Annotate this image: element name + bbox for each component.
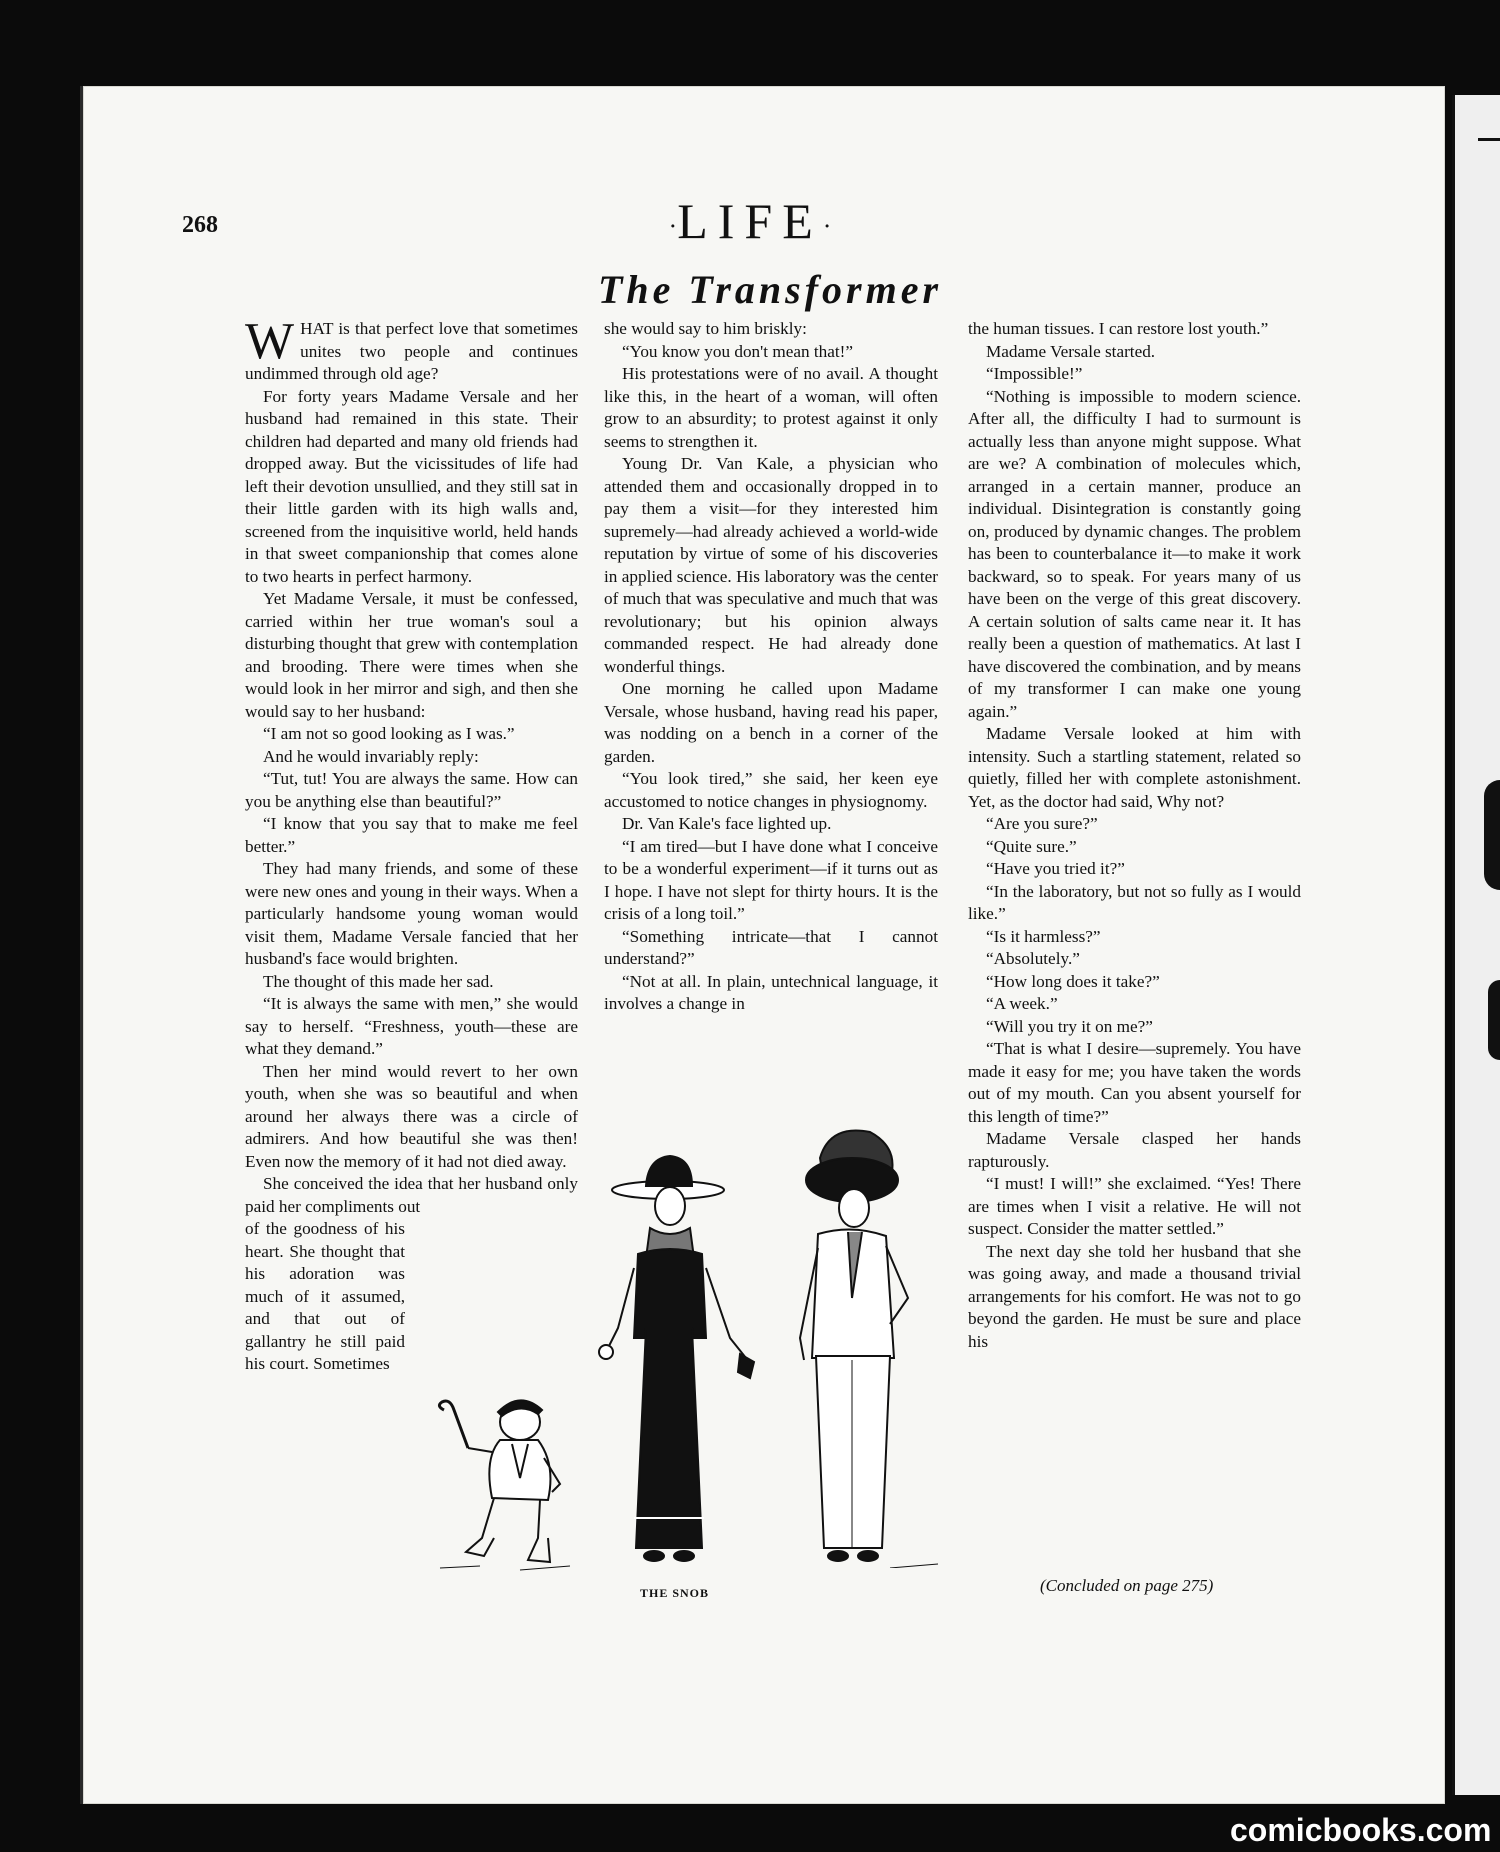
paragraph: “A week.” bbox=[986, 994, 1058, 1013]
paragraph: “You look tired,” she said, her keen eye accustomed to notice changes in physiognomy. bbox=[604, 769, 938, 811]
paragraph: “I am not so good looking as I was.” bbox=[263, 724, 515, 743]
text-column-3 bbox=[968, 318, 1301, 1353]
paragraph: she would say to him briskly: bbox=[604, 319, 807, 338]
paragraph: “I must! I will!” she exclaimed. “Yes! There are times when I visit a relative. He will not suspect. Consider the matter settled.” bbox=[968, 1174, 1301, 1238]
paragraph: She conceived the idea that her husband only paid her compliments out bbox=[245, 1174, 578, 1216]
masthead-text: LIFE bbox=[677, 193, 823, 249]
drop-cap: W bbox=[245, 313, 295, 370]
paragraph: “Is it harmless?” bbox=[986, 926, 1101, 946]
paragraph: Madame Versale started. bbox=[986, 341, 1156, 361]
illustration-caption: THE SNOB bbox=[640, 1586, 710, 1600]
paragraph: “That is what I desire—supremely. You have made it easy for me; you have taken the words out of my mouth. Can you absent yourself for this length of time?” bbox=[968, 1039, 1301, 1126]
paragraph: Young Dr. Van Kale, a physician who attended them and occasionally dropped in to pay them a visit—for they interested him supremely—had already achieved a world-wide reputation by virtue of some of his discoveries in applied science. His laboratory was the center of much that was speculative and much that was revolutionary; but his opinion always commanded respect. He had already done wonderful things. bbox=[604, 454, 938, 676]
paragraph: “Something intricate—that I cannot understand?” bbox=[604, 926, 938, 968]
paragraph: “Are you sure?” bbox=[986, 814, 1098, 833]
paragraph: “Impossible!” bbox=[986, 364, 1083, 383]
adjacent-page-mark bbox=[1484, 780, 1500, 890]
text-column-1-tail bbox=[245, 1218, 405, 1376]
paragraph: “I know that you say that to make me feel better.” bbox=[245, 814, 578, 856]
paragraph: of the goodness of his heart. She thought that his adoration was much of it assumed, and that out of gallantry he still paid his court. Sometimes bbox=[245, 1219, 405, 1373]
masthead-dot: · bbox=[668, 211, 678, 241]
paragraph: “In the laboratory, but not so fully as I would like.” bbox=[968, 881, 1301, 923]
adjacent-page-mark bbox=[1478, 138, 1500, 141]
continuation-note: (Concluded on page 275) bbox=[1040, 1576, 1214, 1595]
paragraph: Dr. Van Kale's face lighted up. bbox=[622, 814, 832, 833]
paragraph: “Will you try it on me?” bbox=[986, 1016, 1153, 1036]
paragraph: “Tut, tut! You are always the same. How can you be anything else than beautiful?” bbox=[245, 769, 578, 811]
watermark: comicbooks.com bbox=[1230, 1812, 1492, 1848]
adjacent-page-edge bbox=[1452, 95, 1500, 1795]
paragraph: The thought of this made her sad. bbox=[263, 971, 494, 991]
article-title: The Transformer bbox=[597, 267, 943, 312]
paragraph: For forty years Madame Versale and her husband had remained in this state. Their children had departed and many old friends had dropped away. But the vicissitudes of life had left their devotion unsullied, and they still sat in their little garden with its high walls and, screened from the inquisitive world, held hands in that sweet companionship that comes alone to two hearts in perfect harmony. bbox=[245, 386, 578, 586]
paragraph: “How long does it take?” bbox=[986, 971, 1160, 991]
masthead-dot: · bbox=[822, 211, 832, 241]
text-column-1 bbox=[245, 313, 578, 1218]
paragraph: “Quite sure.” bbox=[986, 836, 1077, 856]
paragraph: WHAT is that perfect love that sometimes unites two people and continues undimmed through old age? bbox=[245, 313, 578, 383]
masthead bbox=[620, 193, 880, 249]
paragraph: They had many friends, and some of these were new ones and young in their ways. When a particularly handsome young woman would visit them, Madame Versale fancied that her husband's face would brighten. bbox=[245, 859, 578, 968]
page-number: 268 bbox=[182, 212, 218, 238]
paragraph: “You know you don't mean that!” bbox=[622, 341, 853, 361]
paragraph: And he would invariably reply: bbox=[263, 746, 479, 766]
paragraph: Then her mind would revert to her own youth, when she was so beautiful and when around her always there was a circle of admirers. And how beautiful she was then! Even now the memory of it had not died away. bbox=[245, 1061, 578, 1171]
paragraph: Madame Versale clasped her hands rapturously. bbox=[968, 1129, 1301, 1171]
paragraph: “It is always the same with men,” she would say to herself. “Freshness, youth—these are what they demand.” bbox=[245, 994, 578, 1058]
paragraph: Madame Versale looked at him with intensity. Such a startling statement, related so quietly, filled her with complete astonishment. Yet, as the doctor had said, Why not? bbox=[968, 724, 1301, 811]
text-column-2 bbox=[604, 318, 938, 1016]
two-women-illustration bbox=[590, 1128, 940, 1568]
paragraph: “I am tired—but I have done what I conceive to be a wonderful experiment—if it turns out as I hope. I have not slept for thirty hours. It is the crisis of a long toil.” bbox=[604, 836, 938, 923]
paragraph: “Have you tried it?” bbox=[986, 859, 1125, 878]
small-man-illustration bbox=[420, 1388, 580, 1573]
paragraph: “Not at all. In plain, untechnical language, it involves a change in bbox=[604, 971, 938, 1013]
paragraph: The next day she told her husband that she was going away, and made a thousand trivial arrangements for his comfort. He was not to go beyond the garden. He must be sure and place his bbox=[968, 1241, 1301, 1351]
paragraph: the human tissues. I can restore lost youth.” bbox=[968, 319, 1269, 338]
paragraph: One morning he called upon Madame Versale, whose husband, having read his paper, was nodding on a bench in a corner of the garden. bbox=[604, 679, 938, 766]
paragraph: “Absolutely.” bbox=[986, 949, 1080, 968]
paragraph: “Nothing is impossible to modern science. After all, the difficulty I had to surmount is actually less than anyone might suppose. What are we? A combination of molecules which, arranged in a certain manner, produce an individual. Disintegration is constantly going on, produced by dynamic changes. The problem has been to counterbalance it—to make it work backward, so to speak. For years many of us have been on the verge of this great discovery. A certain solution of salts came near it. It has really been a question of mathematics. At last I have discovered the combination, and by means of my transformer I can make one young again.” bbox=[968, 386, 1301, 721]
adjacent-page-mark bbox=[1488, 980, 1500, 1060]
paragraph: His protestations were of no avail. A thought like this, in the heart of a woman, will often grow to an absurdity; to protest against it only seems to strengthen it. bbox=[604, 364, 938, 451]
paragraph: Yet Madame Versale, it must be confessed, carried within her true woman's soul a disturbing thought that grew with contemplation and brooding. There were times when she would look in her mirror and sigh, and then she would say to her husband: bbox=[245, 589, 578, 721]
